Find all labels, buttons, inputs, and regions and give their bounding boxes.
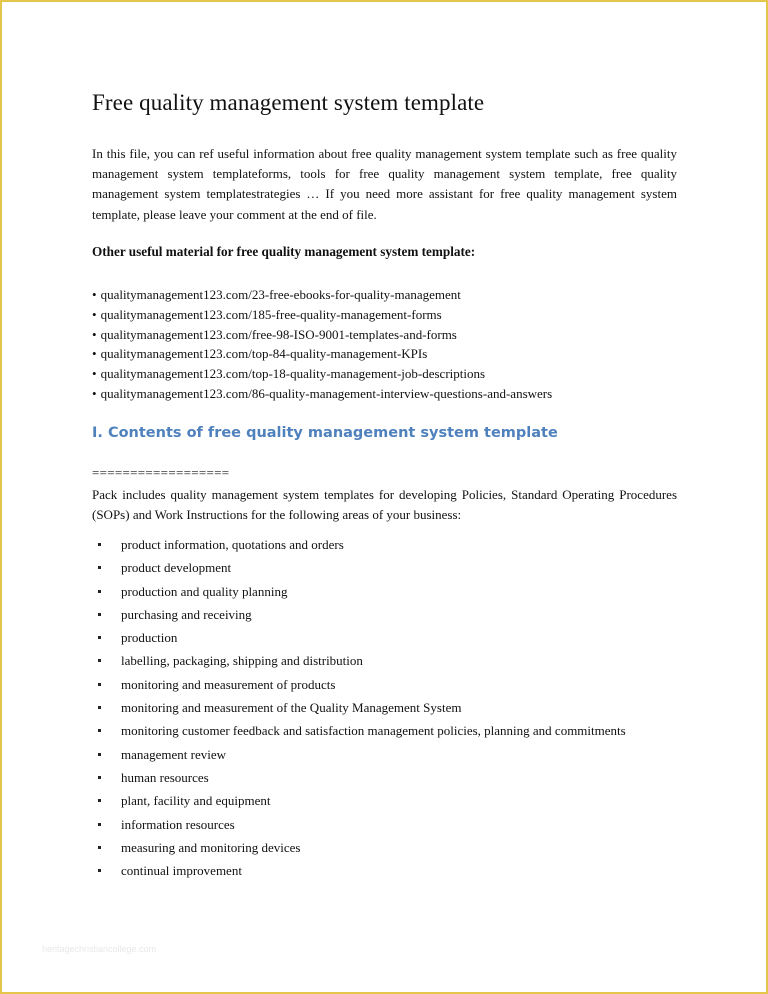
list-item: [92, 722, 652, 740]
list-item-label: continual improvement: [121, 863, 242, 879]
document-title: Free quality management system template: [92, 90, 485, 115]
intro-paragraph: In this file, you can ref useful information about free quality management system template such as free quality management system templateforms, tools for free quality management system template, free quality management system templatestrategies … If you need more assistant for free quality management system template, please leave your comment at the end of file.: [92, 146, 677, 222]
links-list: [92, 285, 552, 404]
square-bullet-icon: [98, 683, 101, 686]
list-item-label: production: [121, 630, 178, 646]
square-bullet-icon: [98, 706, 101, 709]
square-bullet-icon: [98, 590, 101, 593]
square-bullet-icon: [98, 776, 101, 779]
list-item-label: information resources: [121, 816, 235, 832]
list-item: [92, 583, 652, 601]
list-item-label: product information, quotations and orders: [121, 537, 344, 552]
list-item: [92, 606, 652, 624]
list-item-label: product development: [121, 560, 232, 576]
list-item-label: monitoring customer feedback and satisfaction management policies, planning and commitments: [121, 723, 626, 739]
square-bullet-icon: [98, 729, 101, 732]
link-item[interactable]: • qualitymanagement123.com/free-98-ISO-9001-templates-and-forms: [92, 325, 552, 345]
list-item-label: monitoring and measurement of products: [121, 676, 336, 692]
link-item[interactable]: • qualitymanagement123.com/top-18-quality-management-job-descriptions: [92, 364, 552, 384]
other-material-heading: Other useful material for free quality management system template:: [92, 244, 476, 259]
square-bullet-icon: [98, 846, 101, 849]
square-bullet-icon: [98, 659, 101, 662]
list-item-label: labelling, packaging, shipping and distribution: [121, 653, 363, 669]
list-item: [92, 769, 652, 787]
link-item[interactable]: • qualitymanagement123.com/top-84-quality-management-KPIs: [92, 344, 552, 364]
list-item: [92, 629, 652, 647]
business-areas-list: [92, 536, 652, 885]
square-bullet-icon: [98, 613, 101, 616]
link-item[interactable]: • qualitymanagement123.com/23-free-ebooks-for-quality-management: [92, 285, 552, 305]
list-item-label: monitoring and measurement of the Quality Management System: [121, 700, 462, 716]
list-item: [92, 652, 652, 670]
list-item: [92, 862, 652, 880]
list-item: [92, 839, 652, 857]
document-page: [92, 90, 682, 879]
list-item: [92, 559, 652, 577]
list-item-label: human resources: [121, 769, 209, 785]
section-heading: I. Contents of free quality management system template: [92, 425, 558, 441]
square-bullet-icon: [98, 636, 101, 639]
list-item-label: production and quality planning: [121, 583, 288, 599]
list-item: [92, 676, 652, 694]
list-item: [92, 816, 652, 834]
square-bullet-icon: [98, 753, 101, 756]
square-bullet-icon: [98, 869, 101, 872]
list-item: [92, 536, 652, 554]
list-item-label: plant, facility and equipment: [121, 793, 271, 809]
pack-paragraph: Pack includes quality management system templates for developing Policies, Standard Operating Procedures (SOPs) and Work Instructions for the following areas of your business:: [92, 487, 677, 522]
square-bullet-icon: [98, 566, 101, 569]
list-item-label: measuring and monitoring devices: [121, 839, 301, 855]
link-item[interactable]: • qualitymanagement123.com/86-quality-management-interview-questions-and-answers: [92, 384, 552, 404]
list-item-label: purchasing and receiving: [121, 606, 252, 622]
separator-line: ==================: [92, 465, 230, 480]
square-bullet-icon: [98, 823, 101, 826]
link-item[interactable]: • qualitymanagement123.com/185-free-quality-management-forms: [92, 305, 552, 325]
watermark: heritagechristiancollege.com: [42, 944, 157, 954]
square-bullet-icon: [98, 799, 101, 802]
square-bullet-icon: [98, 543, 101, 546]
list-item: [92, 792, 652, 810]
list-item: [92, 699, 652, 717]
list-item-label: management review: [121, 746, 227, 762]
list-item: [92, 746, 652, 764]
